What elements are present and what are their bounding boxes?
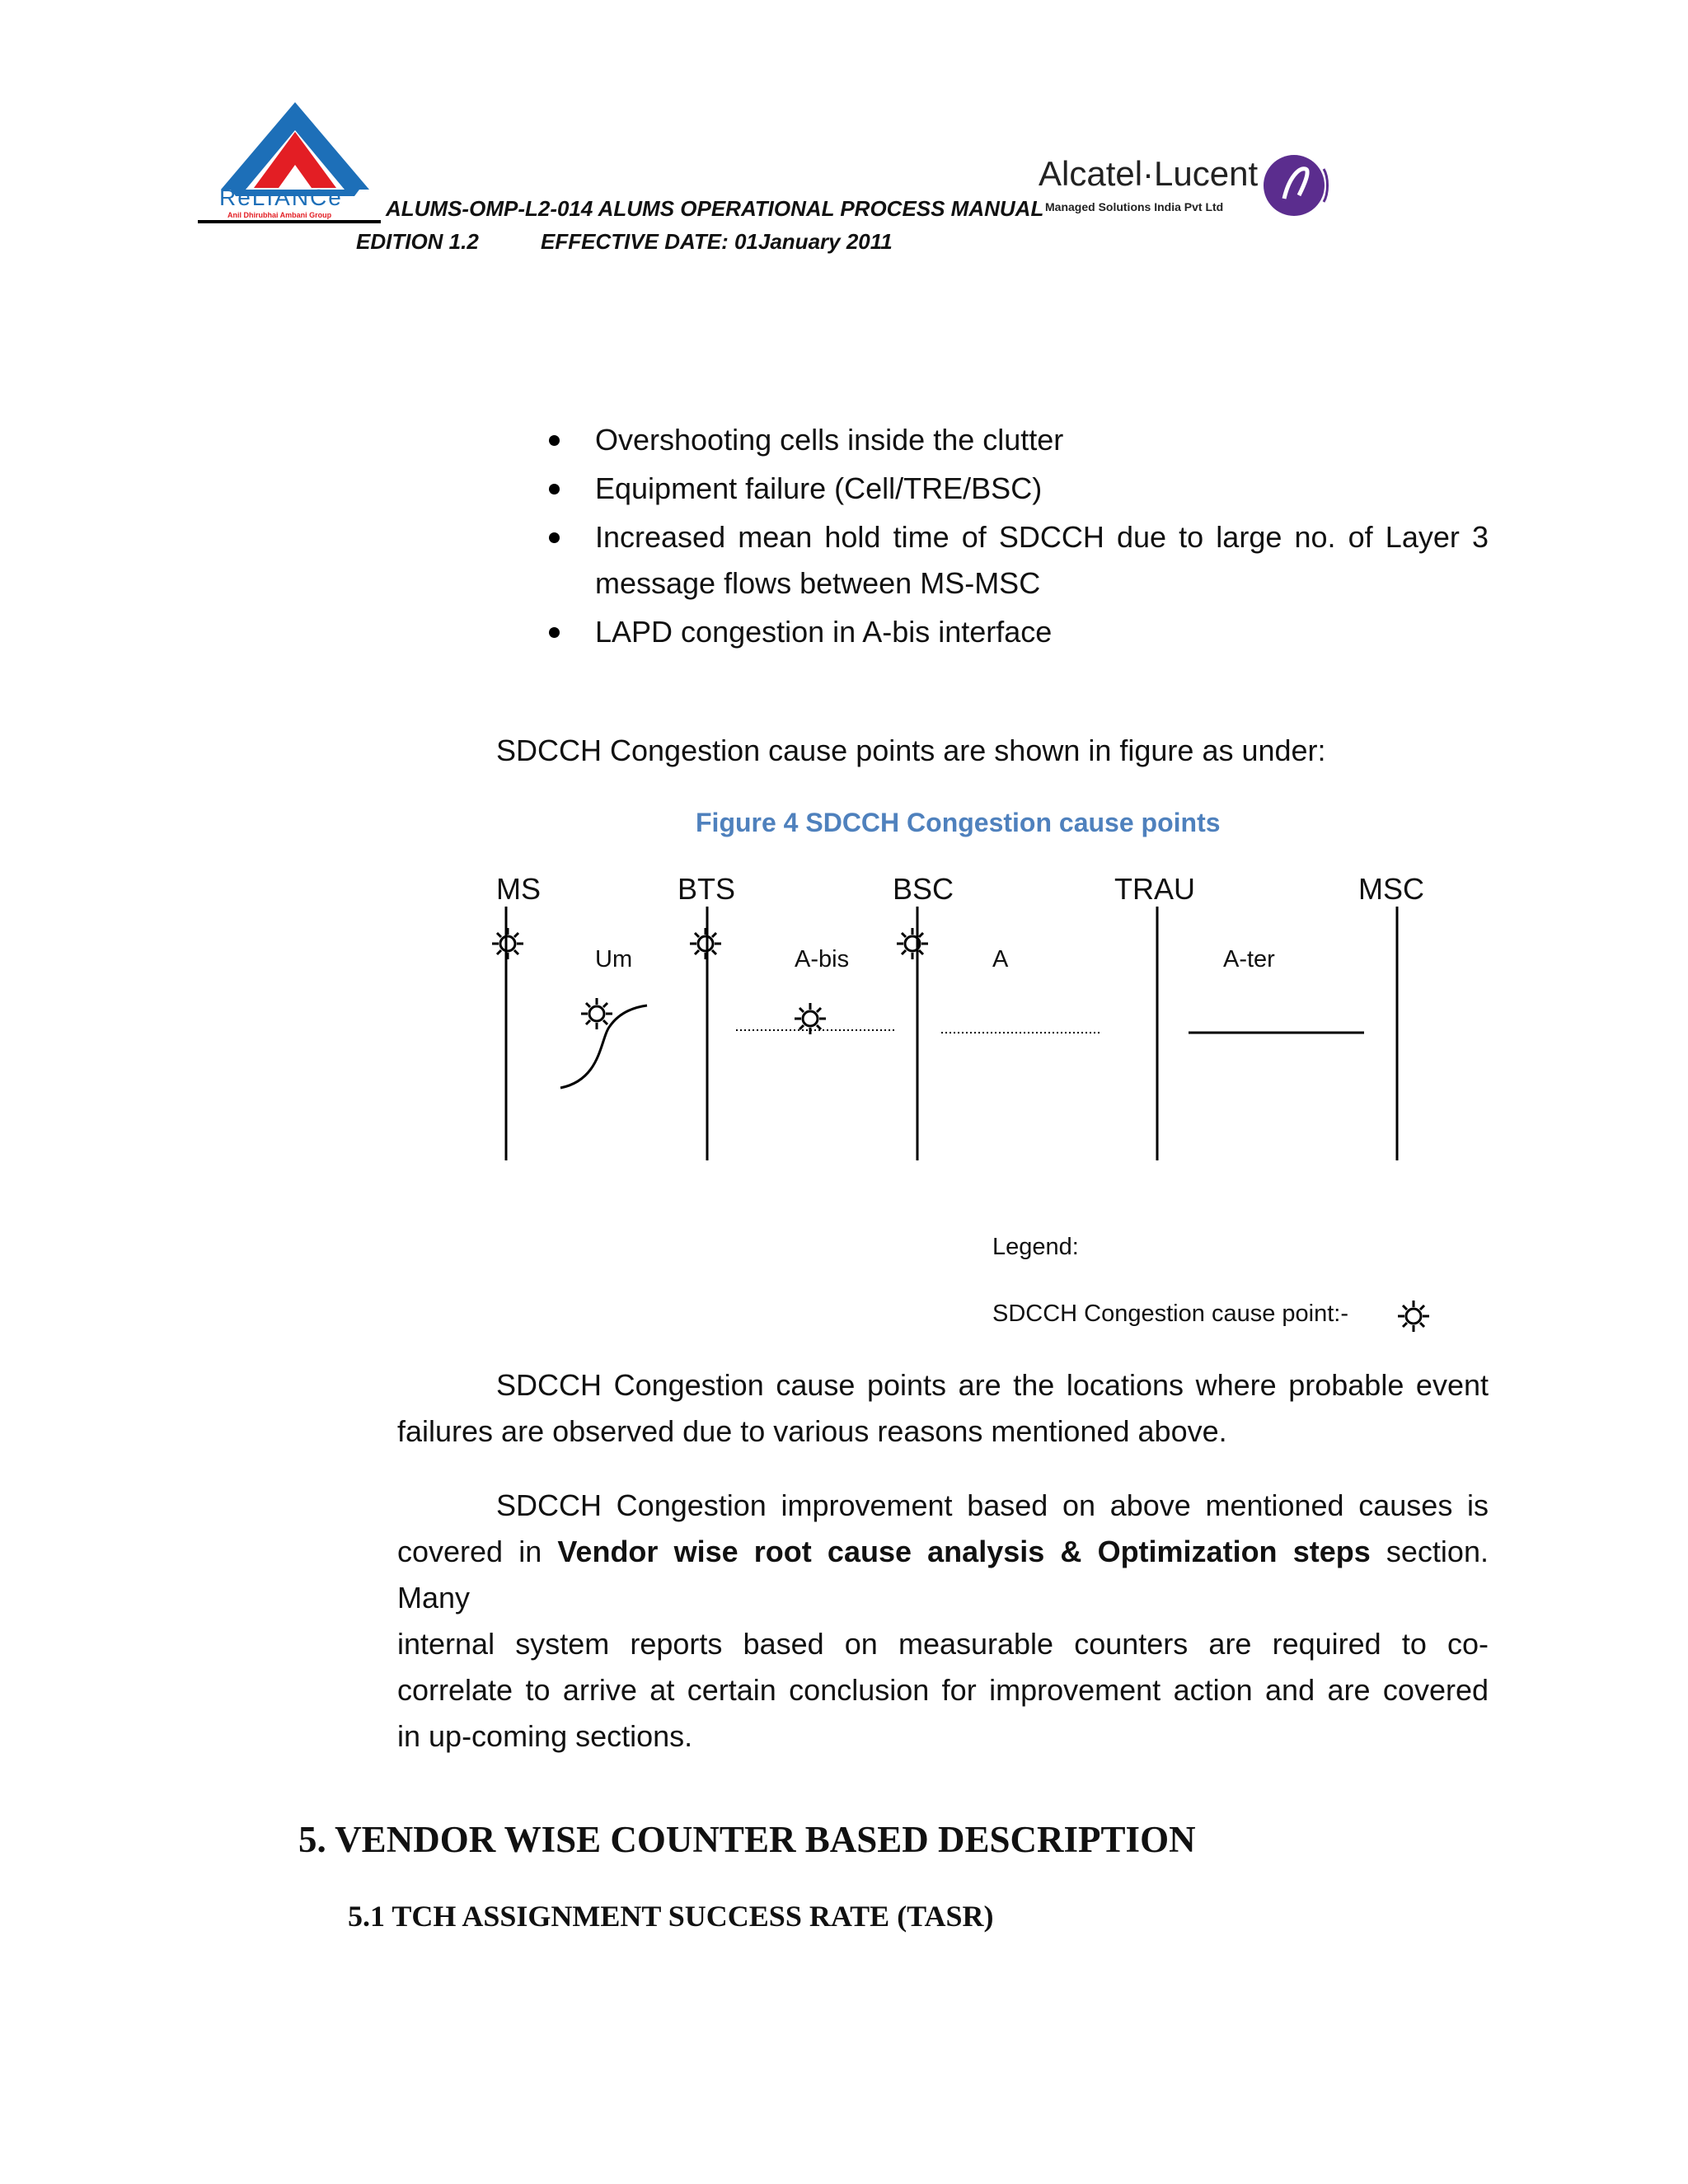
congestion-star-icon: [897, 928, 928, 959]
node-label-trau: TRAU: [1114, 872, 1195, 906]
list-item: Increased mean hold time of SDCCH due to large no. of Layer 3 message flows between MS-MSC: [595, 514, 1489, 607]
interface-label-ater: A-ter: [1223, 946, 1275, 972]
congestion-star-icon: [690, 928, 721, 959]
node-label-ms: MS: [496, 872, 541, 906]
alcatel-subtitle: Managed Solutions India Pvt Ltd: [1045, 200, 1224, 213]
interface-label-a: A: [992, 946, 1009, 972]
section-heading: 5. VENDOR WISE COUNTER BASED DESCRIPTION: [298, 1819, 1196, 1860]
edition-label: EDITION 1.2: [356, 229, 479, 254]
list-item: Overshooting cells inside the clutter: [595, 417, 1489, 463]
paragraph-improvement: SDCCH Congestion improvement based on above mentioned causes is covered in Vendor wise root cause analysis & Optimization steps section. Many internal system reports based on measurable counters are required to co- correlate to arrive at certain conclusion for improvement action and are covered in up-coming sections.: [397, 1488, 1489, 1753]
reliance-tagline: Anil Dhirubhai Ambani Group: [227, 211, 332, 219]
paragraph-causes: SDCCH Congestion cause points are the locations where probable event failures are observed due to various reasons mentioned above.: [397, 1368, 1489, 1448]
subsection-heading: 5.1 TCH ASSIGNMENT SUCCESS RATE (TASR): [348, 1900, 994, 1933]
interface-label-abis: A-bis: [795, 946, 850, 972]
node-label-msc: MSC: [1358, 872, 1424, 906]
congestion-star-icon: [492, 928, 523, 959]
legend-congestion-star-icon: [1395, 1298, 1432, 1334]
node-label-bts: BTS: [678, 872, 736, 906]
reliance-wordmark: ReLIANCe: [219, 185, 343, 210]
section-reference: Vendor wise root cause analysis & Optimization steps: [557, 1535, 1371, 1568]
interface-label-um: Um: [595, 946, 633, 972]
legend-item-label: SDCCH Congestion cause point:-: [992, 1301, 1348, 1327]
list-item: LAPD congestion in A-bis interface: [595, 609, 1489, 655]
paragraph-line: covered in Vendor wise root cause analysis & Optimization steps section. Many: [397, 1535, 1489, 1615]
intro-text: SDCCH Congestion cause points are shown in figure as under:: [496, 733, 1326, 767]
congestion-star-icon: [581, 998, 612, 1029]
node-label-bsc: BSC: [893, 872, 954, 906]
figure-caption: Figure 4 SDCCH Congestion cause points: [696, 808, 1221, 837]
list-item: Equipment failure (Cell/TRE/BSC): [595, 466, 1489, 512]
effective-date: EFFECTIVE DATE: 01January 2011: [541, 229, 893, 254]
alcatel-wordmark: Alcatel·Lucent: [1039, 154, 1259, 193]
document-title: ALUMS-OMP-L2-014 ALUMS OPERATIONAL PROCESS MANUAL: [386, 196, 1044, 221]
legend-title: Legend:: [992, 1234, 1079, 1260]
